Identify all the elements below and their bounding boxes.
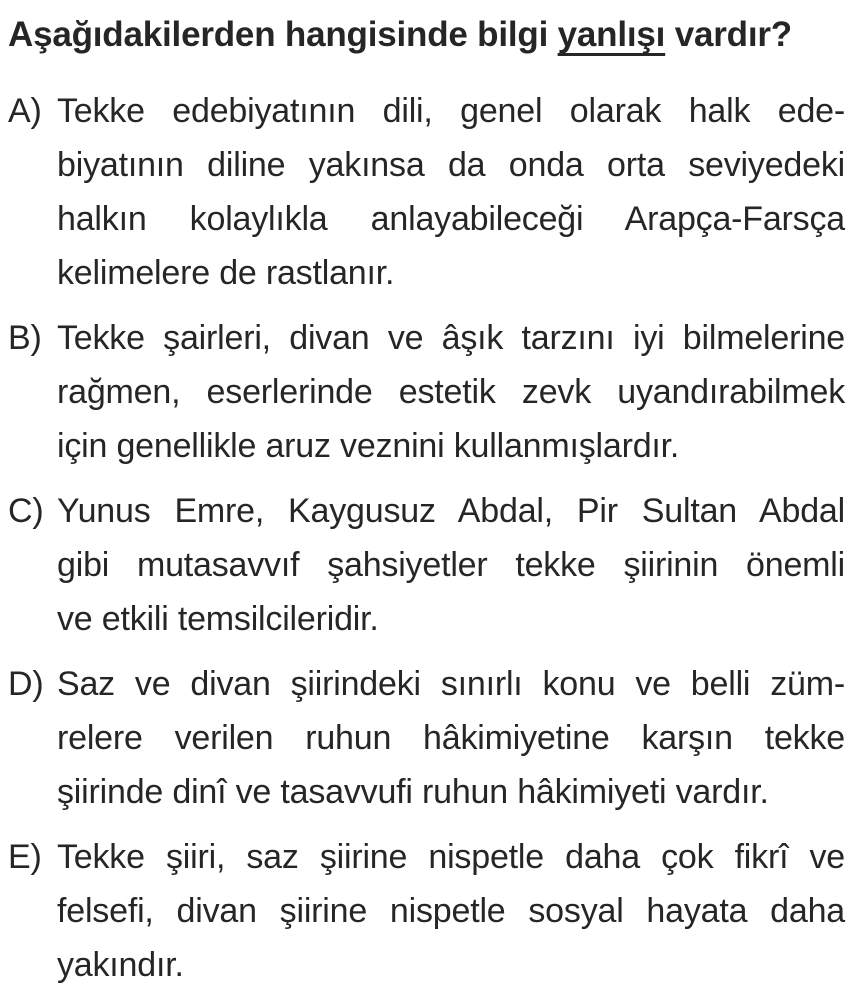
option-text-line: felsefi, divan şiirine nispetle sosyal hayata daha — [57, 892, 845, 930]
option-text-line: halkın kolaylıkla anlayabileceği Arapça-Farsça — [57, 200, 845, 238]
option-text-line: kelimelere de rastlanır. — [57, 254, 395, 292]
option-d — [8, 657, 845, 819]
option-b — [8, 311, 845, 473]
option-text-line: rağmen, eserlerinde estetik zevk uyandırabilmek — [57, 373, 845, 411]
option-letter: E) — [8, 838, 42, 876]
option-letter: B) — [8, 319, 42, 357]
option-text-line: şiirinde dinî ve tasavvufi ruhun hâkimiyeti vardır. — [57, 773, 769, 811]
option-text-line: biyatının diline yakınsa da onda orta seviyedeki — [57, 146, 845, 184]
option-letter: A) — [8, 92, 42, 130]
title-underlined-word: yanlışı — [557, 15, 666, 54]
option-text — [57, 657, 845, 819]
option-text-line: Tekke şairleri, divan ve âşık tarzını iyi bilmelerine — [57, 319, 845, 357]
option-text-line: ve etkili temsilcileridir. — [57, 600, 379, 638]
option-text-line: Saz ve divan şiirindeki sınırlı konu ve belli züm- — [57, 665, 845, 703]
option-letter: D) — [8, 665, 44, 703]
title-text-pre: Aşağıdakilerden hangisinde bilgi — [8, 15, 558, 54]
option-text-line: Tekke şiiri, saz şiirine nispetle daha çok fikrî ve — [57, 838, 845, 876]
option-text — [57, 311, 845, 473]
option-text-line: yakındır. — [57, 946, 184, 984]
option-letter: C) — [8, 492, 44, 530]
option-a — [8, 84, 845, 300]
option-text-line: Tekke edebiyatının dili, genel olarak halk ede- — [57, 92, 845, 130]
option-text — [57, 484, 845, 646]
option-text-line: Yunus Emre, Kaygusuz Abdal, Pir Sultan Abdal — [57, 492, 845, 530]
option-text — [57, 830, 845, 992]
option-e — [8, 830, 845, 992]
title-text-post: vardır? — [665, 15, 792, 54]
question-title — [8, 12, 845, 58]
option-text — [57, 84, 845, 300]
options-list — [8, 84, 845, 992]
option-text-line: relere verilen ruhun hâkimiyetine karşın tekke — [57, 719, 845, 757]
option-text-line: gibi mutasavvıf şahsiyetler tekke şiirinin önemli — [57, 546, 845, 584]
option-text-line: için genellikle aruz veznini kullanmışlardır. — [57, 427, 680, 465]
option-c — [8, 484, 845, 646]
